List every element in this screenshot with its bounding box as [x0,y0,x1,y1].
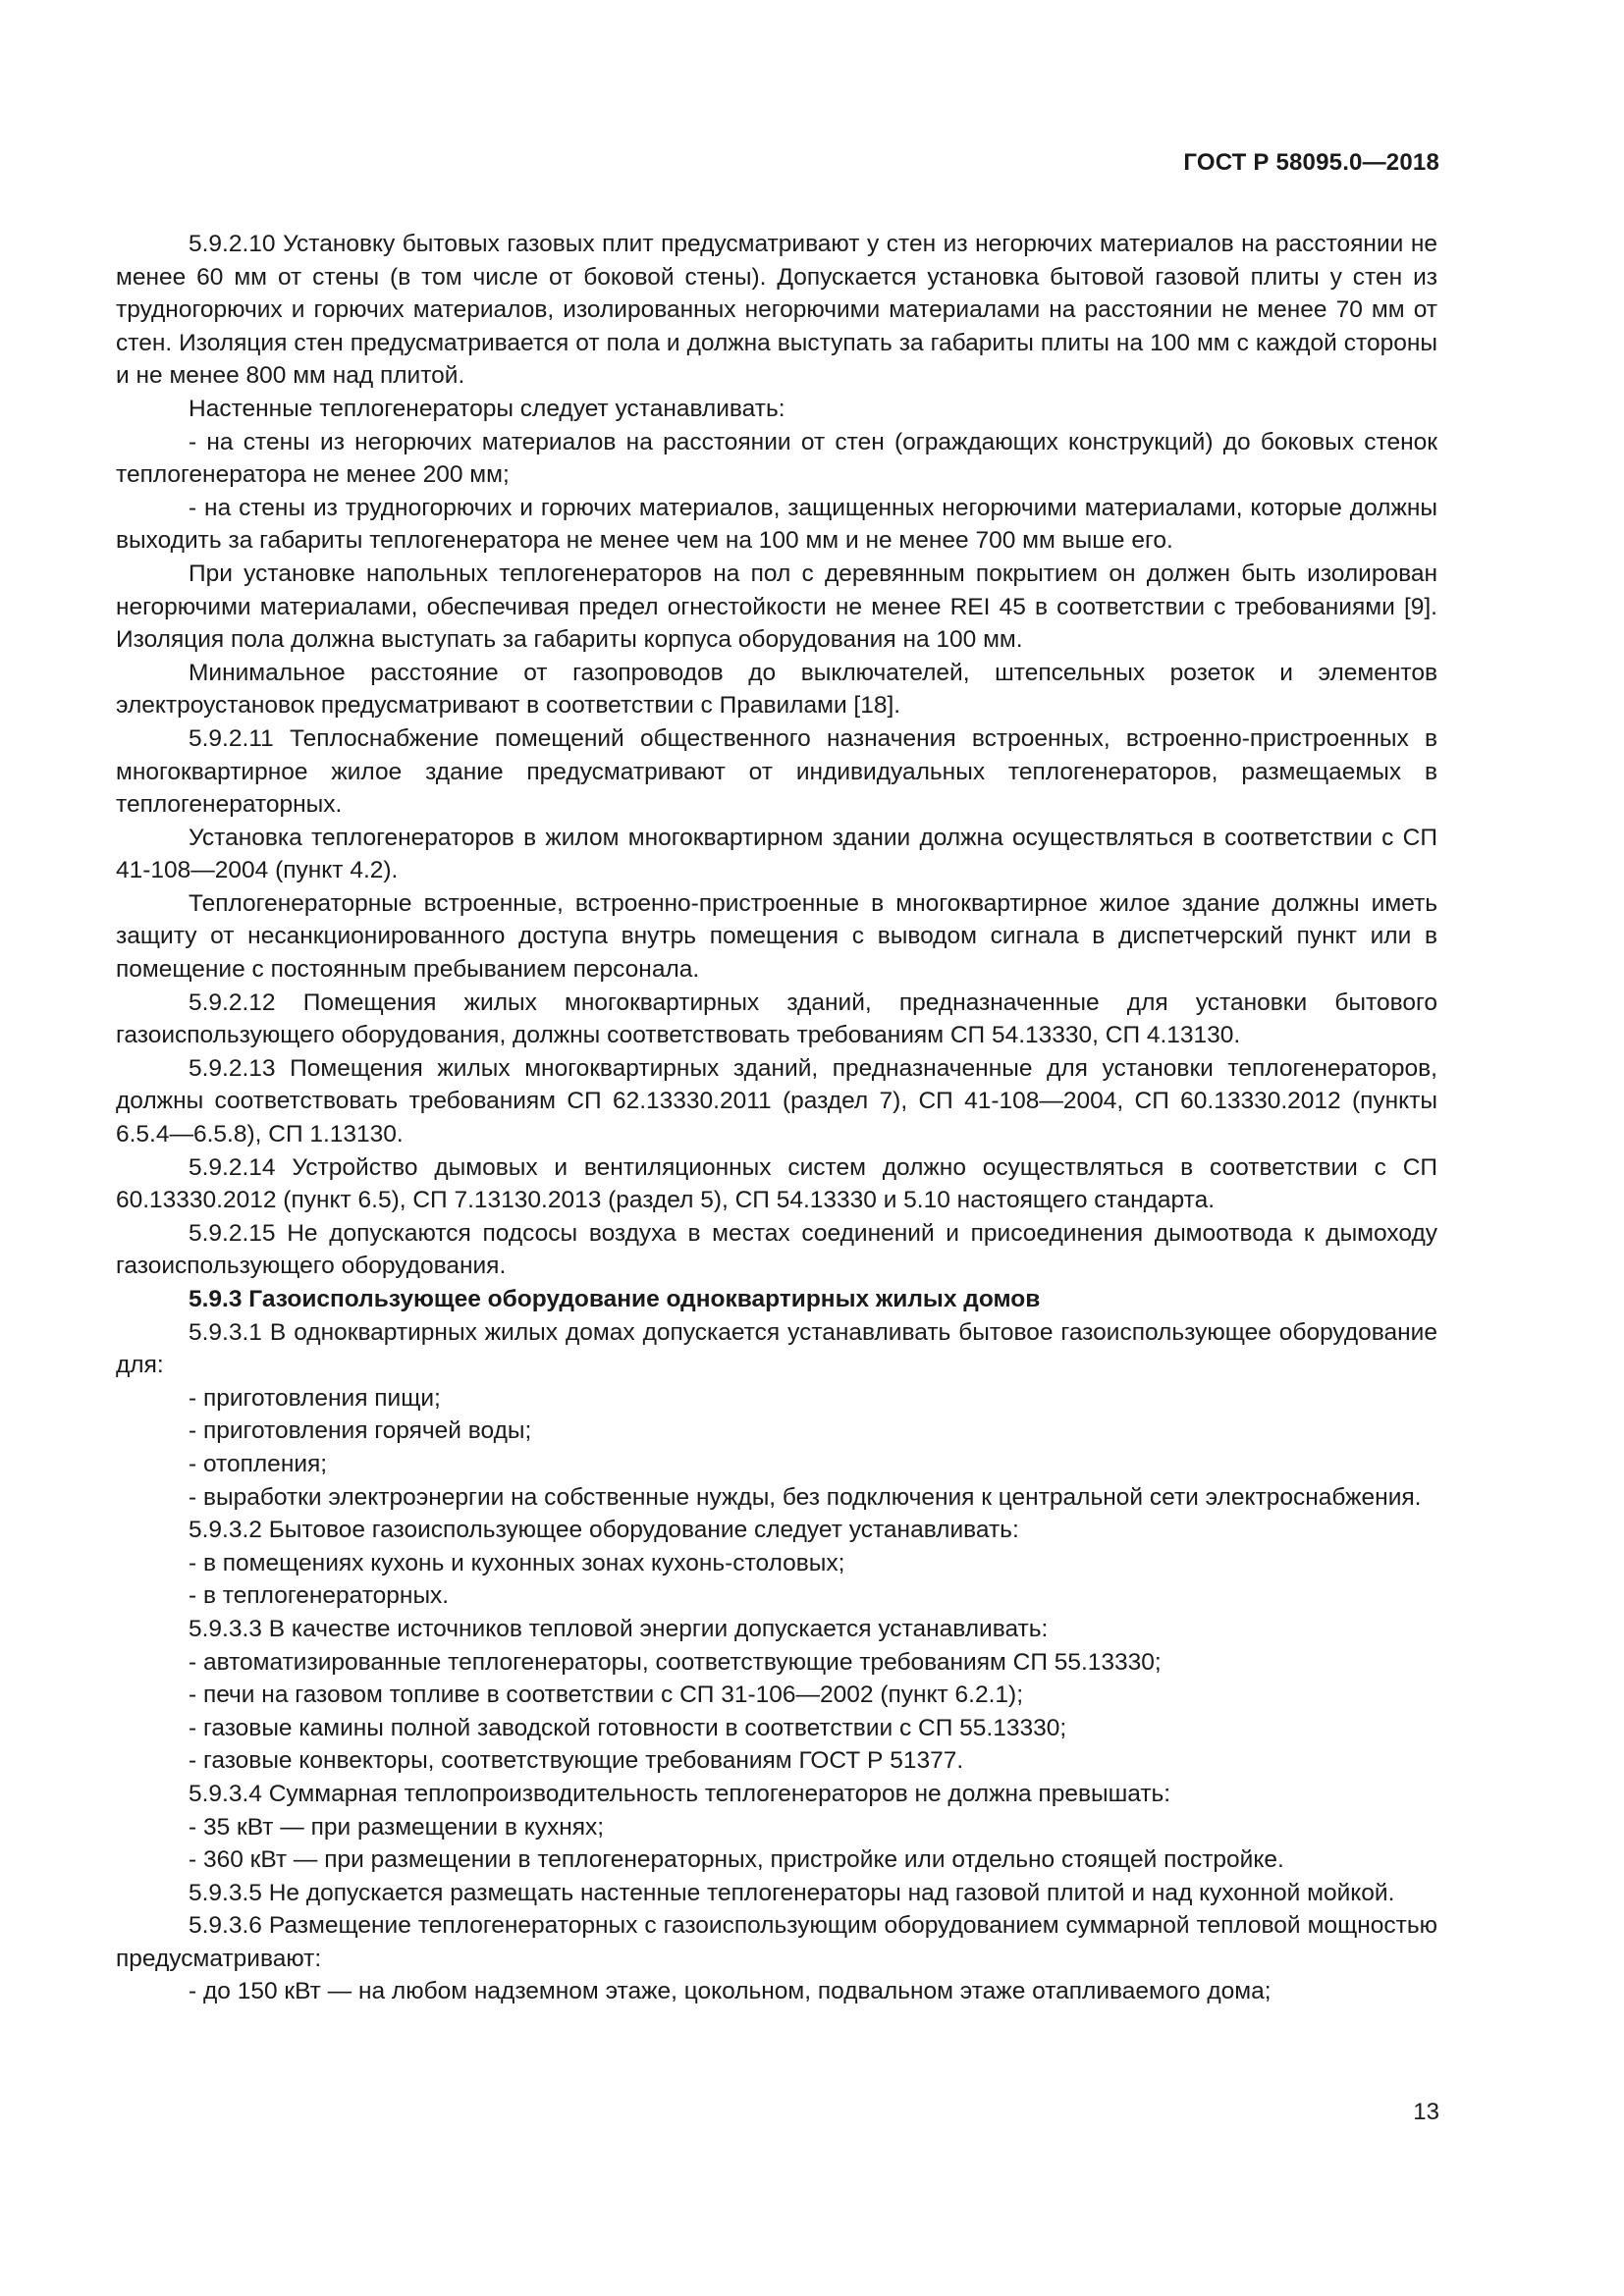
list-item: - выработки электроэнергии на собственные нужды, без подключения к центральной сети электроснабжения. [189,1483,1422,1511]
paragraph-5-9-2-14: 5.9.2.14 Устройство дымовых и вентиляционных систем должно осуществляться в соответствии с СП 60.13330.2012 (пункт 6.5), СП 7.13130.2013 (раздел 5), СП 54.13330 и 5.10 настоящего стандарта. [116,1153,1437,1214]
paragraph: Теплогенераторные встроенные, встроенно-пристроенные в многоквартирное жилое здание должны иметь защиту от несанкционированного доступа внутрь помещения с выводом сигнала в диспетчерский пункт или в помещение с постоянным пребыванием персонала. [116,889,1437,984]
list-item: - автоматизированные теплогенераторы, соответствующие требованиям СП 55.13330; [189,1648,1162,1676]
list-item: - 35 кВт — при размещении в кухнях; [189,1813,605,1841]
paragraph-5-9-2-13: 5.9.2.13 Помещения жилых многоквартирных зданий, предназначенные для установки теплогенераторов, должны соответствовать требованиям СП 62.13330.2011 (раздел 7), СП 41-108—2004, СП 60.13330.2012 (пункты 6.5.4—6.5.8), СП 1.13130. [116,1054,1437,1148]
paragraph: При установке напольных теплогенераторов на пол с деревянным покрытием он должен быть изолирован негорючими материалами, обеспечивая предел огнестойкости не менее REI 45 в соответствии с требованиями [9]. Изоляция пола должна выступать за габариты корпуса оборудования на 100 мм. [116,560,1437,654]
list-item: - газовые камины полной заводской готовности в соответствии с СП 55.13330; [189,1714,1067,1741]
paragraph-5-9-3-6: 5.9.3.6 Размещение теплогенераторных с газоиспользующим оборудованием суммарной тепловой мощностью предусматривают: [116,1912,1437,1972]
page-number: 13 [1413,2099,1439,2125]
paragraph-5-9-2-10: 5.9.2.10 Установку бытовых газовых плит предусматривают у стен из негорючих материалов на расстоянии не менее 60 мм от стены (в том числе от боковой стены). Допускается установка бытовой газовой плиты у стен из трудногорючих и горючих материалов, изолированных негорючими материалами на расстоянии не менее 70 мм от стен. Изоляция стен предусматривается от пола и должна выступать за габариты плиты на 100 мм с каждой стороны и не менее 800 мм над плитой. [116,231,1437,390]
paragraph-5-9-2-12: 5.9.2.12 Помещения жилых многоквартирных зданий, предназначенные для установки бытового газоиспользующего оборудования, должны соответствовать требованиям СП 54.13330, СП 4.13130. [116,988,1437,1049]
paragraph-5-9-2-15: 5.9.2.15 Не допускаются подсосы воздуха в местах соединений и присоединения дымоотвода к дымоходу газоиспользующего оборудования. [116,1219,1437,1280]
paragraph: Минимальное расстояние от газопроводов до выключателей, штепсельных розеток и элементов электроустановок предусматривают в соответствии с Правилами [18]. [116,659,1437,720]
list-item: - в помещениях кухонь и кухонных зонах кухонь-столовых; [189,1549,845,1576]
paragraph-5-9-3-2: 5.9.3.2 Бытовое газоиспользующее оборудование следует устанавливать: [189,1517,1019,1544]
list-item: - печи на газовом топливе в соответствии с СП 31-106—2002 (пункт 6.2.1); [189,1682,1023,1709]
list-item: - отопления; [189,1450,328,1477]
list-item: - газовые конвекторы, соответствующие требованиям ГОСТ Р 51377. [189,1747,964,1775]
document-header: ГОСТ Р 58095.0—2018 [1183,149,1439,176]
paragraph-5-9-3-5: 5.9.3.5 Не допускается размещать настенные теплогенераторы над газовой плитой и над кухонной мойкой. [189,1879,1395,1906]
paragraph-5-9-3-1: 5.9.3.1 В одноквартирных жилых домах допускается устанавливать бытовое газоиспользующее оборудование для: [116,1318,1437,1379]
section-heading-5-9-3: 5.9.3 Газоиспользующее оборудование одноквартирных жилых домов [189,1286,1041,1312]
list-item: - на стены из трудногорючих и горючих материалов, защищенных негорючими материалами, которые должны выходить за габариты теплогенератора не менее чем на 100 мм и не менее 700 мм выше его. [116,494,1437,555]
list-item: - в теплогенераторных. [189,1582,450,1610]
list-item: - до 150 кВт — на любом надземном этаже, цокольном, подвальном этаже отапливаемого дома; [189,1978,1272,2005]
document-body [116,228,1437,2008]
list-item: - 360 кВт — при размещении в теплогенераторных, пристройке или отдельно стоящей постройке. [189,1846,1284,1874]
paragraph-5-9-3-4: 5.9.3.4 Суммарная теплопроизводительность теплогенераторов не должна превышать: [189,1780,1171,1807]
list-item: - на стены из негорючих материалов на расстоянии от стен (ограждающих конструкций) до боковых стенок теплогенератора не менее 200 мм; [116,428,1437,489]
paragraph: Настенные теплогенераторы следует устанавливать: [189,395,785,422]
paragraph: Установка теплогенераторов в жилом многоквартирном здании должна осуществляться в соответствии с СП 41-108—2004 (пункт 4.2). [116,824,1437,884]
list-item: - приготовления пищи; [189,1384,441,1412]
paragraph-5-9-3-3: 5.9.3.3 В качестве источников тепловой энергии допускается устанавливать: [189,1615,1049,1642]
paragraph-5-9-2-11: 5.9.2.11 Теплоснабжение помещений общественного назначения встроенных, встроенно-пристроенных в многоквартирное жилое здание предусматривают от индивидуальных теплогенераторов, размещаемых в теплогенераторных. [116,724,1437,819]
list-item: - приготовления горячей воды; [189,1417,532,1445]
